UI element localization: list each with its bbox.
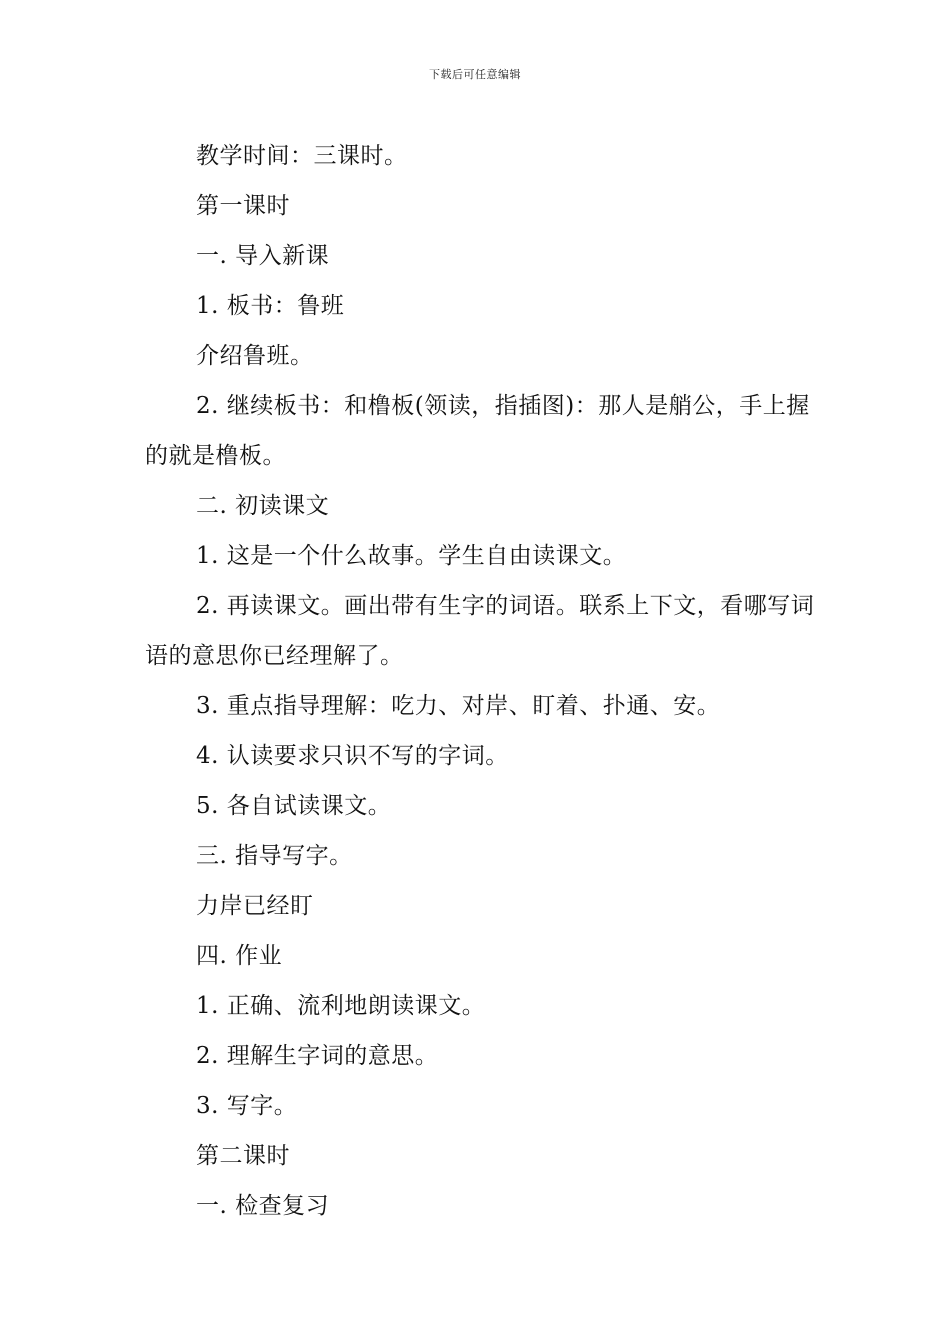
list-item: 5. 各自试读课文。 [196,793,392,819]
document-body [145,131,815,1231]
page-header-note: 下载后可任意编辑 [429,68,521,81]
paragraph-introduce-luban: 介绍鲁班。 [196,343,314,369]
list-item: 1. 板书：鲁班 [196,293,345,319]
section-homework: 四. 作业 [196,943,283,969]
list-item: 2. 再读课文。画出带有生字的词语。联系上下文，看哪写词语的意思你已经理解了。 [145,593,815,669]
heading-lesson-one: 第一课时 [196,193,290,219]
list-item: 2. 继续板书：和橹板(领读，指插图)：那人是艄公，手上握的就是橹板。 [145,393,810,469]
section-review: 一. 检查复习 [196,1193,330,1219]
list-item: 4. 认读要求只识不写的字词。 [196,743,509,769]
list-item: 1. 这是一个什么故事。学生自由读课文。 [196,543,627,569]
section-first-reading: 二. 初读课文 [196,493,330,519]
list-item: 3. 重点指导理解：吃力、对岸、盯着、扑通、安。 [196,693,721,719]
section-writing-guidance: 三. 指导写字。 [196,843,353,869]
list-item: 2. 理解生字词的意思。 [196,1043,439,1069]
paragraph-writing-characters: 力岸已经盯 [196,893,314,919]
list-item: 1. 正确、流利地朗读课文。 [196,993,486,1019]
heading-lesson-two: 第二课时 [196,1143,290,1169]
section-intro-new-lesson: 一. 导入新课 [196,243,330,269]
list-item: 3. 写字。 [196,1093,298,1119]
paragraph-teaching-time: 教学时间：三课时。 [196,143,408,169]
